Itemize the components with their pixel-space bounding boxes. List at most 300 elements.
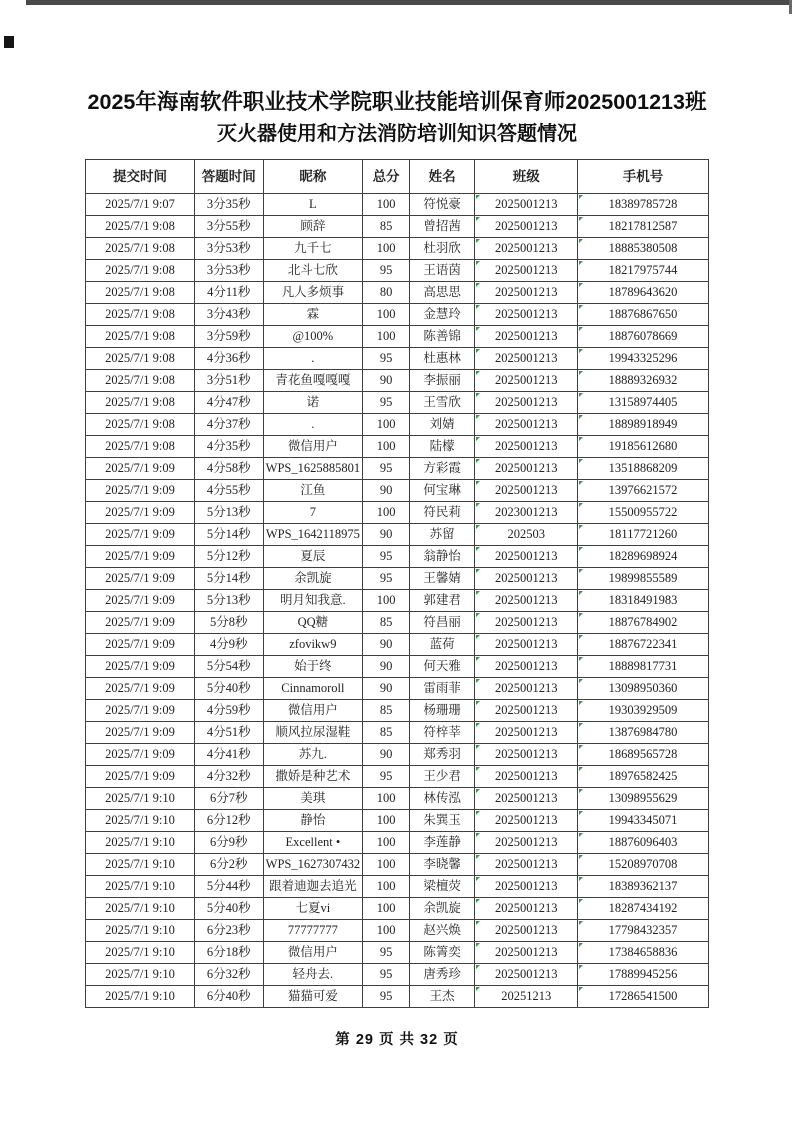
- page-title: [85, 86, 709, 149]
- cell-submit-time: 2025/7/1 9:08: [86, 370, 195, 392]
- cell-nickname: 余凯旋: [263, 568, 363, 590]
- cell-class: 2025001213: [475, 920, 578, 942]
- cell-class: 2025001213: [475, 700, 578, 722]
- cell-score: 100: [363, 414, 410, 436]
- cell-phone: 19303929509: [578, 700, 709, 722]
- cell-class: 2025001213: [475, 942, 578, 964]
- cell-score: 90: [363, 524, 410, 546]
- cell-duration: 4分41秒: [195, 744, 264, 766]
- cell-duration: 3分53秒: [195, 238, 264, 260]
- cell-score: 100: [363, 326, 410, 348]
- cell-nickname: QQ糖: [263, 612, 363, 634]
- cell-class: 2025001213: [475, 832, 578, 854]
- cell-submit-time: 2025/7/1 9:09: [86, 656, 195, 678]
- table-row: [86, 942, 709, 964]
- cell-score: 95: [363, 964, 410, 986]
- cell-name: 陈箐奕: [409, 942, 474, 964]
- table-row: [86, 854, 709, 876]
- cell-class: 2025001213: [475, 744, 578, 766]
- cell-phone: 13518868209: [578, 458, 709, 480]
- cell-name: 王少君: [409, 766, 474, 788]
- cell-score: 90: [363, 656, 410, 678]
- cell-class: 2025001213: [475, 260, 578, 282]
- cell-phone: 13098950360: [578, 678, 709, 700]
- cell-name: 郭建君: [409, 590, 474, 612]
- cell-phone: 17798432357: [578, 920, 709, 942]
- cell-phone: 18217812587: [578, 216, 709, 238]
- cell-score: 100: [363, 876, 410, 898]
- cell-name: 高思思: [409, 282, 474, 304]
- cell-submit-time: 2025/7/1 9:09: [86, 700, 195, 722]
- table-row: [86, 414, 709, 436]
- cell-phone: 13876984780: [578, 722, 709, 744]
- table-row: [86, 436, 709, 458]
- table-row: [86, 590, 709, 612]
- cell-duration: 6分32秒: [195, 964, 264, 986]
- cell-name: 翁静怡: [409, 546, 474, 568]
- cell-score: 95: [363, 766, 410, 788]
- cell-phone: 13098955629: [578, 788, 709, 810]
- cell-score: 100: [363, 898, 410, 920]
- cell-phone: 19943345071: [578, 810, 709, 832]
- cell-phone: 13158974405: [578, 392, 709, 414]
- cell-phone: 18885380508: [578, 238, 709, 260]
- cell-name: 王杰: [409, 986, 474, 1008]
- cell-score: 100: [363, 238, 410, 260]
- cell-nickname: 凡人多烦事: [263, 282, 363, 304]
- cell-name: 梁檀荧: [409, 876, 474, 898]
- cell-name: 余凯旋: [409, 898, 474, 920]
- cell-duration: 5分14秒: [195, 524, 264, 546]
- cell-duration: 4分58秒: [195, 458, 264, 480]
- cell-score: 95: [363, 348, 410, 370]
- cell-nickname: 七夏vi: [263, 898, 363, 920]
- cell-duration: 4分36秒: [195, 348, 264, 370]
- table-row: [86, 348, 709, 370]
- cell-submit-time: 2025/7/1 9:09: [86, 678, 195, 700]
- cell-duration: 5分54秒: [195, 656, 264, 678]
- cell-submit-time: 2025/7/1 9:10: [86, 898, 195, 920]
- cell-submit-time: 2025/7/1 9:09: [86, 590, 195, 612]
- cell-nickname: 微信用户: [263, 700, 363, 722]
- cell-submit-time: 2025/7/1 9:10: [86, 810, 195, 832]
- cell-submit-time: 2025/7/1 9:08: [86, 238, 195, 260]
- table-row: [86, 898, 709, 920]
- cell-name: 朱巽玉: [409, 810, 474, 832]
- cell-duration: 5分44秒: [195, 876, 264, 898]
- cell-score: 85: [363, 700, 410, 722]
- cell-nickname: WPS_1642118975: [263, 524, 363, 546]
- cell-name: 王语茵: [409, 260, 474, 282]
- cell-duration: 6分18秒: [195, 942, 264, 964]
- cell-phone: 18898918949: [578, 414, 709, 436]
- cell-nickname: 顾辞: [263, 216, 363, 238]
- cell-name: 李莲静: [409, 832, 474, 854]
- cell-score: 95: [363, 260, 410, 282]
- cell-duration: 3分59秒: [195, 326, 264, 348]
- cell-class: 2025001213: [475, 678, 578, 700]
- cell-phone: 18217975744: [578, 260, 709, 282]
- table-header-row: [86, 160, 709, 194]
- cell-nickname: 始于终: [263, 656, 363, 678]
- column-header-phone: 手机号: [578, 160, 709, 194]
- cell-duration: 6分40秒: [195, 986, 264, 1008]
- cell-nickname: 明月知我意.: [263, 590, 363, 612]
- cell-submit-time: 2025/7/1 9:08: [86, 282, 195, 304]
- scan-artifact-corner: [4, 36, 14, 48]
- cell-name: 刘婧: [409, 414, 474, 436]
- cell-nickname: 青花鱼嘎嘎嘎: [263, 370, 363, 392]
- cell-class: 2025001213: [475, 590, 578, 612]
- cell-phone: 18689565728: [578, 744, 709, 766]
- cell-score: 100: [363, 920, 410, 942]
- table-row: [86, 612, 709, 634]
- cell-score: 80: [363, 282, 410, 304]
- cell-duration: 4分47秒: [195, 392, 264, 414]
- cell-score: 100: [363, 788, 410, 810]
- cell-submit-time: 2025/7/1 9:10: [86, 832, 195, 854]
- cell-phone: 18889817731: [578, 656, 709, 678]
- cell-score: 100: [363, 854, 410, 876]
- cell-duration: 6分2秒: [195, 854, 264, 876]
- table-row: [86, 238, 709, 260]
- cell-name: 李晓馨: [409, 854, 474, 876]
- table-row: [86, 920, 709, 942]
- cell-name: 何宝琳: [409, 480, 474, 502]
- cell-duration: 5分40秒: [195, 678, 264, 700]
- table-row: [86, 458, 709, 480]
- cell-score: 90: [363, 634, 410, 656]
- cell-name: 曾招茜: [409, 216, 474, 238]
- table-row: [86, 568, 709, 590]
- table-row: [86, 766, 709, 788]
- cell-phone: 17286541500: [578, 986, 709, 1008]
- cell-phone: 15208970708: [578, 854, 709, 876]
- cell-duration: 4分55秒: [195, 480, 264, 502]
- cell-class: 2025001213: [475, 370, 578, 392]
- cell-score: 100: [363, 832, 410, 854]
- cell-name: 符梓莘: [409, 722, 474, 744]
- cell-nickname: 7: [263, 502, 363, 524]
- cell-phone: 18876096403: [578, 832, 709, 854]
- cell-score: 90: [363, 744, 410, 766]
- table-row: [86, 964, 709, 986]
- table-row: [86, 260, 709, 282]
- cell-name: 金慧玲: [409, 304, 474, 326]
- cell-submit-time: 2025/7/1 9:08: [86, 414, 195, 436]
- cell-score: 90: [363, 370, 410, 392]
- cell-name: 杜羽欣: [409, 238, 474, 260]
- table-row: [86, 480, 709, 502]
- cell-submit-time: 2025/7/1 9:08: [86, 216, 195, 238]
- table-row: [86, 282, 709, 304]
- table-row: [86, 194, 709, 216]
- cell-phone: 18117721260: [578, 524, 709, 546]
- cell-class: 2025001213: [475, 414, 578, 436]
- cell-name: 蓝荷: [409, 634, 474, 656]
- cell-class: 20251213: [475, 986, 578, 1008]
- cell-name: 王雪欣: [409, 392, 474, 414]
- table-row: [86, 656, 709, 678]
- table-row: [86, 744, 709, 766]
- cell-duration: 4分11秒: [195, 282, 264, 304]
- cell-phone: 18389362137: [578, 876, 709, 898]
- cell-duration: 3分51秒: [195, 370, 264, 392]
- scan-artifact-top: [26, 0, 790, 5]
- cell-name: 李振丽: [409, 370, 474, 392]
- cell-nickname: L: [263, 194, 363, 216]
- cell-nickname: 轻舟去.: [263, 964, 363, 986]
- cell-class: 2025001213: [475, 238, 578, 260]
- cell-duration: 4分37秒: [195, 414, 264, 436]
- table-row: [86, 634, 709, 656]
- column-header-name: 姓名: [409, 160, 474, 194]
- cell-nickname: zfovikw9: [263, 634, 363, 656]
- cell-duration: 5分8秒: [195, 612, 264, 634]
- table-row: [86, 304, 709, 326]
- cell-nickname: WPS_1627307432: [263, 854, 363, 876]
- cell-score: 95: [363, 458, 410, 480]
- cell-nickname: 微信用户: [263, 436, 363, 458]
- cell-phone: 19899855589: [578, 568, 709, 590]
- cell-name: 杨珊珊: [409, 700, 474, 722]
- cell-name: 方彩霞: [409, 458, 474, 480]
- cell-phone: 18876867650: [578, 304, 709, 326]
- cell-name: 雷雨菲: [409, 678, 474, 700]
- cell-score: 95: [363, 546, 410, 568]
- cell-duration: 5分13秒: [195, 502, 264, 524]
- cell-phone: 18389785728: [578, 194, 709, 216]
- cell-nickname: 苏九.: [263, 744, 363, 766]
- table-row: [86, 832, 709, 854]
- cell-score: 85: [363, 216, 410, 238]
- cell-class: 2025001213: [475, 876, 578, 898]
- cell-score: 95: [363, 986, 410, 1008]
- cell-submit-time: 2025/7/1 9:09: [86, 744, 195, 766]
- cell-class: 2025001213: [475, 612, 578, 634]
- cell-name: 王馨婧: [409, 568, 474, 590]
- cell-submit-time: 2025/7/1 9:09: [86, 612, 195, 634]
- column-header-score: 总分: [363, 160, 410, 194]
- cell-duration: 4分32秒: [195, 766, 264, 788]
- cell-class: 2025001213: [475, 436, 578, 458]
- cell-submit-time: 2025/7/1 9:09: [86, 766, 195, 788]
- cell-class: 2025001213: [475, 898, 578, 920]
- cell-submit-time: 2025/7/1 9:10: [86, 964, 195, 986]
- cell-submit-time: 2025/7/1 9:10: [86, 788, 195, 810]
- table-row: [86, 326, 709, 348]
- cell-score: 95: [363, 392, 410, 414]
- cell-submit-time: 2025/7/1 9:10: [86, 854, 195, 876]
- cell-duration: 5分13秒: [195, 590, 264, 612]
- cell-submit-time: 2025/7/1 9:09: [86, 634, 195, 656]
- cell-submit-time: 2025/7/1 9:09: [86, 458, 195, 480]
- cell-duration: 3分55秒: [195, 216, 264, 238]
- cell-submit-time: 2025/7/1 9:08: [86, 260, 195, 282]
- cell-submit-time: 2025/7/1 9:09: [86, 480, 195, 502]
- cell-name: 杜惠林: [409, 348, 474, 370]
- cell-score: 85: [363, 722, 410, 744]
- cell-score: 100: [363, 590, 410, 612]
- cell-class: 2025001213: [475, 392, 578, 414]
- cell-nickname: 诺: [263, 392, 363, 414]
- cell-name: 陈善锦: [409, 326, 474, 348]
- results-table: [85, 159, 709, 1008]
- cell-class: 2025001213: [475, 568, 578, 590]
- cell-phone: 13976621572: [578, 480, 709, 502]
- cell-nickname: Cinnamoroll: [263, 678, 363, 700]
- cell-phone: 18876078669: [578, 326, 709, 348]
- cell-name: 符昌丽: [409, 612, 474, 634]
- cell-name: 苏留: [409, 524, 474, 546]
- cell-nickname: 静怡: [263, 810, 363, 832]
- cell-class: 2025001213: [475, 480, 578, 502]
- cell-class: 2025001213: [475, 348, 578, 370]
- title-line-2: 灭火器使用和方法消防培训知识答题情况: [217, 123, 577, 146]
- cell-class: 2025001213: [475, 788, 578, 810]
- cell-duration: 5分14秒: [195, 568, 264, 590]
- cell-duration: 5分12秒: [195, 546, 264, 568]
- table-row: [86, 546, 709, 568]
- cell-name: 郑秀羽: [409, 744, 474, 766]
- cell-phone: 15500955722: [578, 502, 709, 524]
- cell-name: 何天雅: [409, 656, 474, 678]
- cell-name: 唐秀珍: [409, 964, 474, 986]
- cell-class: 2025001213: [475, 216, 578, 238]
- cell-submit-time: 2025/7/1 9:08: [86, 392, 195, 414]
- cell-phone: 18876784902: [578, 612, 709, 634]
- cell-class: 2023001213: [475, 502, 578, 524]
- cell-score: 85: [363, 612, 410, 634]
- cell-class: 2025001213: [475, 546, 578, 568]
- table-row: [86, 788, 709, 810]
- cell-phone: 17384658836: [578, 942, 709, 964]
- cell-nickname: 北斗七欣: [263, 260, 363, 282]
- cell-class: 2025001213: [475, 656, 578, 678]
- cell-score: 95: [363, 568, 410, 590]
- cell-phone: 18318491983: [578, 590, 709, 612]
- cell-nickname: 美琪: [263, 788, 363, 810]
- table-row: [86, 678, 709, 700]
- cell-submit-time: 2025/7/1 9:10: [86, 876, 195, 898]
- cell-phone: 18876722341: [578, 634, 709, 656]
- table-row: [86, 876, 709, 898]
- cell-class: 2025001213: [475, 766, 578, 788]
- cell-name: 林传泓: [409, 788, 474, 810]
- cell-nickname: 撒娇是种艺术: [263, 766, 363, 788]
- column-header-nickname: 昵称: [263, 160, 363, 194]
- cell-nickname: 霖: [263, 304, 363, 326]
- cell-submit-time: 2025/7/1 9:09: [86, 546, 195, 568]
- cell-submit-time: 2025/7/1 9:08: [86, 436, 195, 458]
- cell-phone: 18289698924: [578, 546, 709, 568]
- cell-submit-time: 2025/7/1 9:07: [86, 194, 195, 216]
- cell-class: 2025001213: [475, 458, 578, 480]
- cell-duration: 4分35秒: [195, 436, 264, 458]
- cell-class: 2025001213: [475, 964, 578, 986]
- cell-class: 2025001213: [475, 634, 578, 656]
- cell-score: 100: [363, 502, 410, 524]
- cell-duration: 4分51秒: [195, 722, 264, 744]
- cell-nickname: .: [263, 348, 363, 370]
- cell-submit-time: 2025/7/1 9:10: [86, 986, 195, 1008]
- cell-class: 2025001213: [475, 722, 578, 744]
- table-row: [86, 216, 709, 238]
- column-header-duration: 答题时间: [195, 160, 264, 194]
- cell-score: 100: [363, 194, 410, 216]
- cell-nickname: .: [263, 414, 363, 436]
- cell-duration: 3分53秒: [195, 260, 264, 282]
- cell-nickname: 九千七: [263, 238, 363, 260]
- column-header-class: 班级: [475, 160, 578, 194]
- cell-duration: 3分43秒: [195, 304, 264, 326]
- cell-submit-time: 2025/7/1 9:10: [86, 920, 195, 942]
- cell-class: 202503: [475, 524, 578, 546]
- cell-score: 95: [363, 942, 410, 964]
- cell-duration: 5分40秒: [195, 898, 264, 920]
- table-row: [86, 370, 709, 392]
- cell-submit-time: 2025/7/1 9:08: [86, 304, 195, 326]
- cell-class: 2025001213: [475, 854, 578, 876]
- cell-duration: 6分9秒: [195, 832, 264, 854]
- cell-nickname: 夏辰: [263, 546, 363, 568]
- cell-score: 100: [363, 304, 410, 326]
- cell-class: 2025001213: [475, 282, 578, 304]
- cell-duration: 6分7秒: [195, 788, 264, 810]
- cell-submit-time: 2025/7/1 9:10: [86, 942, 195, 964]
- cell-duration: 6分12秒: [195, 810, 264, 832]
- cell-class: 2025001213: [475, 810, 578, 832]
- table-row: [86, 986, 709, 1008]
- cell-phone: 18889326932: [578, 370, 709, 392]
- page-number: 第 29 页 共 32 页: [335, 1032, 459, 1049]
- cell-nickname: @100%: [263, 326, 363, 348]
- cell-name: 赵兴焕: [409, 920, 474, 942]
- cell-phone: 19943325296: [578, 348, 709, 370]
- cell-phone: 18976582425: [578, 766, 709, 788]
- document-content: [85, 86, 709, 1049]
- cell-score: 100: [363, 436, 410, 458]
- cell-phone: 18287434192: [578, 898, 709, 920]
- cell-submit-time: 2025/7/1 9:08: [86, 348, 195, 370]
- cell-nickname: 猫猫可爱: [263, 986, 363, 1008]
- cell-duration: 4分59秒: [195, 700, 264, 722]
- cell-name: 符民莉: [409, 502, 474, 524]
- cell-nickname: 跟着迪迦去追光: [263, 876, 363, 898]
- cell-nickname: 微信用户: [263, 942, 363, 964]
- cell-class: 2025001213: [475, 304, 578, 326]
- cell-phone: 19185612680: [578, 436, 709, 458]
- cell-phone: 17889945256: [578, 964, 709, 986]
- table-row: [86, 810, 709, 832]
- cell-score: 100: [363, 810, 410, 832]
- cell-duration: 3分35秒: [195, 194, 264, 216]
- cell-name: 符悦豪: [409, 194, 474, 216]
- cell-score: 90: [363, 480, 410, 502]
- cell-score: 90: [363, 678, 410, 700]
- table-row: [86, 524, 709, 546]
- table-row: [86, 722, 709, 744]
- cell-nickname: WPS_1625885801: [263, 458, 363, 480]
- cell-duration: 6分23秒: [195, 920, 264, 942]
- scan-artifact-top-right: [789, 0, 792, 14]
- table-row: [86, 392, 709, 414]
- column-header-submit-time: 提交时间: [86, 160, 195, 194]
- cell-class: 2025001213: [475, 194, 578, 216]
- cell-nickname: 77777777: [263, 920, 363, 942]
- title-line-1: 2025年海南软件职业技术学院职业技能培训保育师2025001213班: [87, 90, 707, 114]
- table-row: [86, 502, 709, 524]
